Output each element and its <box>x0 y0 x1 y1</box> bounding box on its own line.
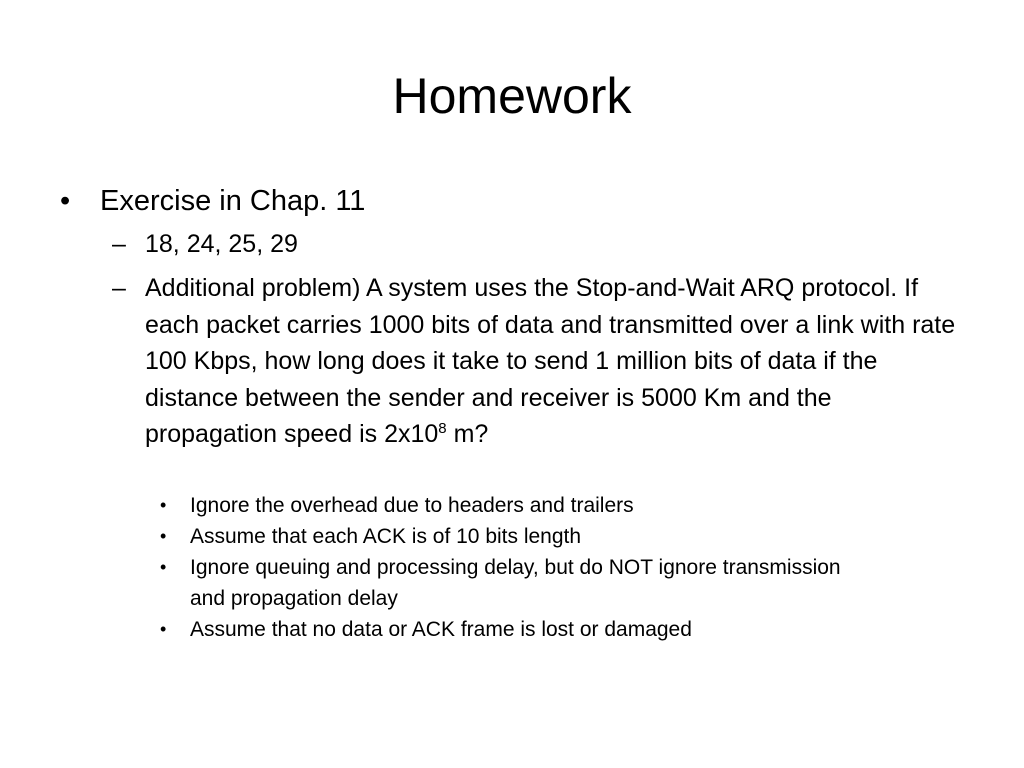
sub-bullet-additional-problem <box>112 270 962 453</box>
sub-sub-bullet-text: Ignore the overhead due to headers and trailers <box>190 494 634 517</box>
dash-icon: – <box>112 274 126 302</box>
bullet-text: Exercise in Chap. 11 <box>100 185 366 217</box>
dash-icon: – <box>112 230 126 258</box>
bullet-icon: • <box>160 557 167 577</box>
sub-sub-bullet <box>160 614 860 645</box>
sub-sub-bullet <box>160 490 860 521</box>
sub-bullet-text: 18, 24, 25, 29 <box>145 230 298 258</box>
bullet-icon: • <box>160 495 167 515</box>
sub-sub-bullet-text: Assume that no data or ACK frame is lost or damaged <box>190 618 692 641</box>
bullet-icon: • <box>160 526 167 546</box>
exponent: 8 <box>438 420 447 437</box>
bullet-icon: • <box>160 619 167 639</box>
sub-sub-bullet <box>160 521 860 552</box>
problem-text: Additional problem) A system uses the Stop-and-Wait ARQ protocol. If each packet carries 1000 bits of data and transmitted over a link with rate 100 Kbps, how long does it take to send 1 million bits of data if the distance between the sender and receiver is 5000 Km and the propagation speed is 2x10 <box>145 274 956 448</box>
problem-text-end: m? <box>446 420 489 448</box>
bullet-icon: • <box>60 185 71 217</box>
sub-bullet-text <box>145 270 962 453</box>
sub-sub-bullet-text: Assume that each ACK is of 10 bits length <box>190 525 582 548</box>
sub-sub-bullet <box>160 552 860 614</box>
sub-bullet-problems <box>112 226 962 263</box>
slide-title: Homework <box>392 68 632 124</box>
sub-sub-bullet-text: Ignore queuing and processing delay, but do NOT ignore transmission and propagation delay <box>190 556 841 610</box>
